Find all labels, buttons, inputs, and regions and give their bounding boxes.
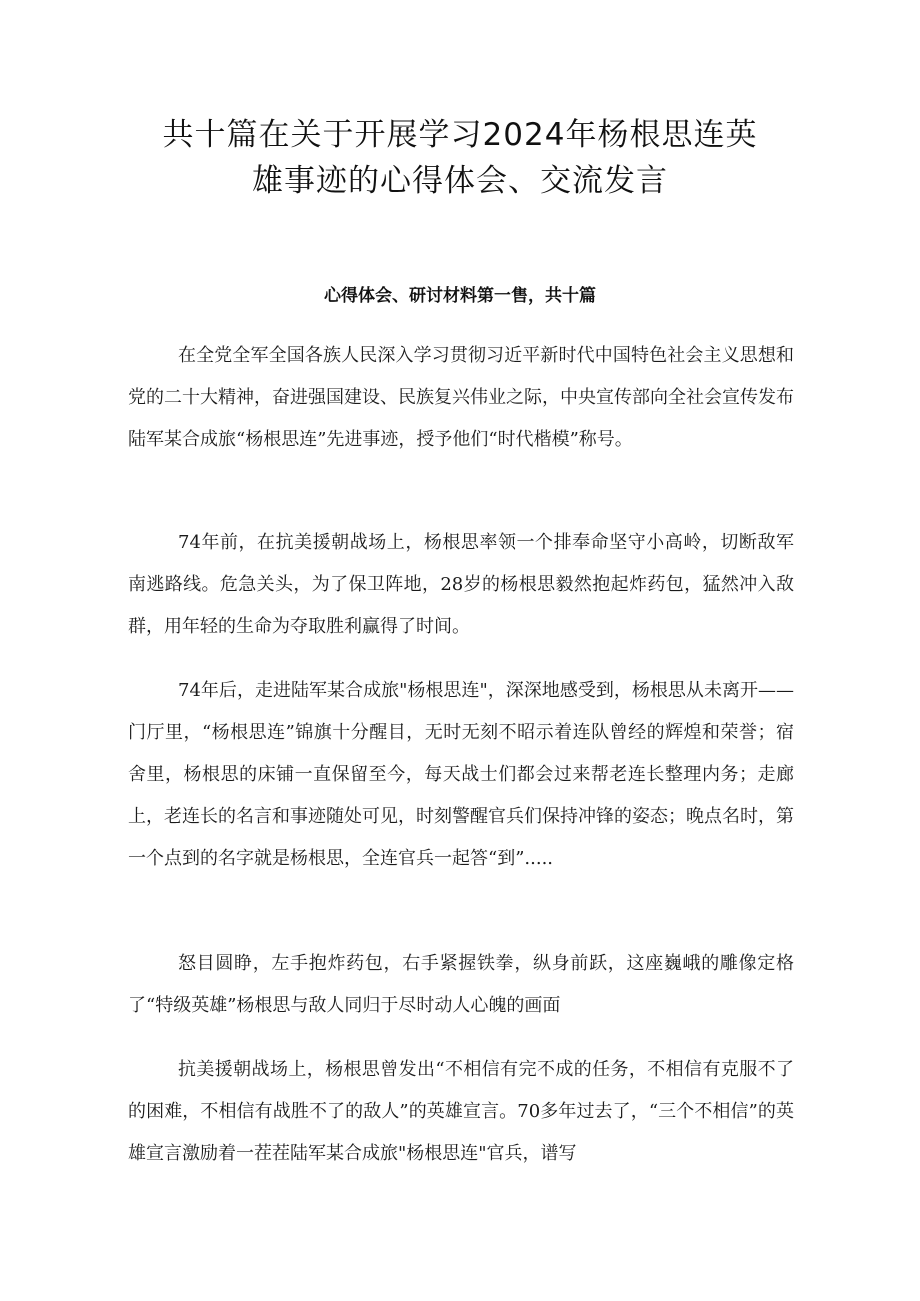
paragraph-text: 74年后，走进陆军某合成旅"杨根思连"，深深地感受到，杨根思从未离开——门厅里，“杨根思连”锦旗十分醒目，无时无刻不昭示着连队曾经的辉煌和荣誉；宿舍里，杨根思的床铺一直保留至今，每天战士们都会过来帮老连长整理内务；走廊上，老连长的名言和事迹随处可见，时刻警醒官兵们保持冲锋的姿态；晚点名时，第一个点到的名字就是杨根思，全连官兵一起答“到”..... xyxy=(128,680,794,869)
paragraph-text: 74年前，在抗美援朝战场上，杨根思率领一个排奉命坚守小高岭，切断敌军南逃路线。危急关头，为了保卫阵地，28岁的杨根思毅然抱起炸药包，猛然冲入敌群，用年轻的生命为夺取胜利赢得了时间。 xyxy=(128,532,794,637)
body-paragraph xyxy=(128,1049,794,1175)
body-paragraph xyxy=(128,943,794,1027)
document-title xyxy=(120,112,800,204)
paragraph-text: 在全党全军全国各族人民深入学习贯彻习近平新时代中国特色社会主义思想和党的二十大精神，奋进强国建设、民族复兴伟业之际，中央宣传部向全社会宣传发布陆军某合成旅“杨根思连”先进事迹，授予他们“时代楷模”称号。 xyxy=(128,345,794,450)
title-line-1: 共十篇在关于开展学习2024年杨根思连英 xyxy=(162,117,758,153)
title-line-2: 雄事迹的心得体会、交流发言 xyxy=(252,163,668,199)
body-paragraph xyxy=(128,335,794,461)
document-subtitle: 心得体会、研讨材料第一售，共十篇 xyxy=(324,286,596,306)
body-paragraph xyxy=(128,670,794,880)
paragraph-text: 怒目圆睁，左手抱炸药包，右手紧握铁拳，纵身前跃，这座巍峨的雕像定格了“特级英雄”杨根思与敌人同归于尽时动人心魄的画面 xyxy=(128,953,794,1016)
body-paragraph xyxy=(128,522,794,648)
paragraph-text: 抗美援朝战场上，杨根思曾发出“不相信有完不成的任务，不相信有克服不了的困难，不相信有战胜不了的敌人”的英雄宣言。70多年过去了，“三个不相信”的英雄宣言激励着一茬茬陆军某合成旅"杨根思连"官兵，谱写 xyxy=(128,1059,794,1164)
